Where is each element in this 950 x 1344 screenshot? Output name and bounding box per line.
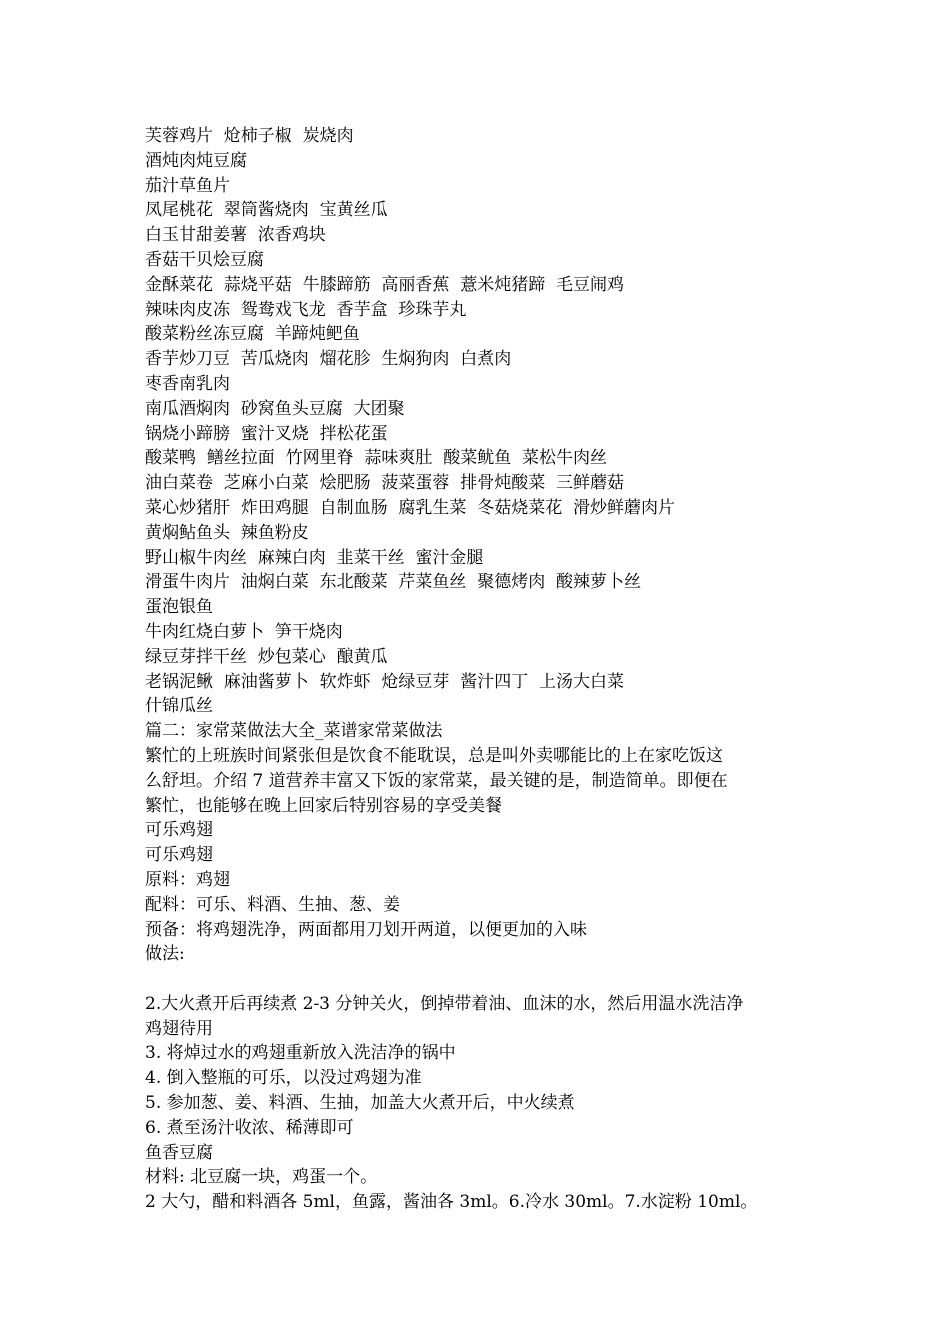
text-line: 2.大火煮开后再续煮 2-3 分钟关火，倒掉带着油、血沫的水，然后用温水洗洁净: [145, 993, 744, 1014]
text-line: 繁忙的上班族时间紧张但是饮食不能耽误，总是叫外卖哪能比的上在家吃饭这: [145, 745, 723, 766]
text-line: 芙蓉鸡片 炝柿子椒 炭烧肉: [145, 126, 354, 146]
blank-line: [145, 967, 810, 992]
text-line: 可乐鸡翅: [145, 820, 213, 841]
text-line: 4. 倒入整瓶的可乐，以没过鸡翅为准: [145, 1068, 422, 1089]
text-line: 滑蛋牛肉片 油焖白菜 东北酸菜 芹菜鱼丝 聚德烤肉 酸辣萝卜丝: [145, 572, 642, 593]
text-line: 香菇干贝烩豆腐: [145, 249, 264, 270]
text-line: 白玉甘甜姜薯 浓香鸡块: [145, 225, 326, 246]
text-line: 什锦瓜丝: [145, 696, 213, 717]
text-line: 配料：可乐、料酒、生抽、葱、姜: [145, 894, 400, 915]
text-line: 牛肉红烧白萝卜 笋干烧肉: [145, 621, 343, 642]
text-line: 野山椒牛肉丝 麻辣白肉 韭菜干丝 蜜汁金腿: [145, 547, 484, 568]
text-line: 材料: 北豆腐一块，鸡蛋一个。: [145, 1167, 378, 1188]
text-line: 原料：鸡翅: [145, 869, 230, 890]
text-line: 6. 煮至汤汁收浓、稀薄即可: [145, 1117, 354, 1138]
text-line: 老锅泥鳅 麻油酱萝卜 软炸虾 炝绿豆芽 酱汁四丁 上汤大白菜: [145, 671, 625, 692]
document-body: [145, 124, 810, 1215]
text-line: 金酥菜花 蒜烧平菇 牛膝蹄筋 高丽香蕉 薏米炖猪蹄 毛豆闹鸡: [145, 274, 625, 295]
text-line: 可乐鸡翅: [145, 845, 213, 866]
text-line: 预备：将鸡翅洗净，两面都用刀划开两道，以便更加的入味: [145, 919, 587, 940]
text-line: 茄汁草鱼片: [145, 175, 230, 196]
text-line: 蛋泡银鱼: [145, 597, 213, 618]
text-line: 篇二：家常菜做法大全_菜谱家常菜做法: [145, 721, 443, 742]
text-line: 2 大勺，醋和料酒各 5ml，鱼露，酱油各 3ml。6.冷水 30ml。7.水淀粉 10ml。: [145, 1192, 758, 1213]
text-line: 做法:: [145, 944, 185, 965]
text-line: 锅烧小蹄膀 蜜汁叉烧 拌松花蛋: [145, 423, 388, 444]
text-line: 么舒坦。介绍 7 道营养丰富又下饭的家常菜，最关键的是，制造简单。即便在: [145, 770, 728, 791]
text-line: 酸菜粉丝冻豆腐 羊蹄炖鲃鱼: [145, 324, 360, 345]
text-line: 鱼香豆腐: [145, 1142, 213, 1163]
text-line: 香芋炒刀豆 苦瓜烧肉 熘花胗 生焖狗肉 白煮肉: [145, 349, 512, 370]
text-line: 油白菜卷 芝麻小白菜 烩肥肠 菠菜蛋蓉 排骨炖酸菜 三鲜蘑菇: [145, 473, 625, 494]
text-line: 5. 参加葱、姜、料酒、生抽，加盖大火煮开后，中火续煮: [145, 1093, 575, 1114]
text-line: 酒炖肉炖豆腐: [145, 150, 247, 171]
text-line: 3. 将焯过水的鸡翅重新放入洗洁净的锅中: [145, 1043, 456, 1064]
text-line: 凤尾桃花 翠筒酱烧肉 宝黄丝瓜: [145, 200, 388, 221]
text-line: 菜心炒猪肝 炸田鸡腿 自制血肠 腐乳生菜 冬菇烧菜花 滑炒鲜蘑肉片: [145, 497, 676, 518]
text-line: 繁忙，也能够在晚上回家后特别容易的享受美餐: [145, 795, 502, 816]
text-line: 酸菜鸭 鳝丝拉面 竹网里脊 蒜味爽肚 酸菜鱿鱼 菜松牛肉丝: [145, 448, 608, 469]
text-line: 黄焖鲇鱼头 辣鱼粉皮: [145, 522, 309, 543]
text-line: 鸡翅待用: [145, 1018, 213, 1039]
text-line: 绿豆芽拌干丝 炒包菜心 酿黄瓜: [145, 646, 388, 667]
text-line: 南瓜酒焖肉 砂窝鱼头豆腐 大团聚: [145, 398, 405, 419]
text-line: 辣味肉皮冻 鸳鸯戏飞龙 香芋盒 珍珠芋丸: [145, 299, 467, 320]
text-line: 枣香南乳肉: [145, 373, 230, 394]
